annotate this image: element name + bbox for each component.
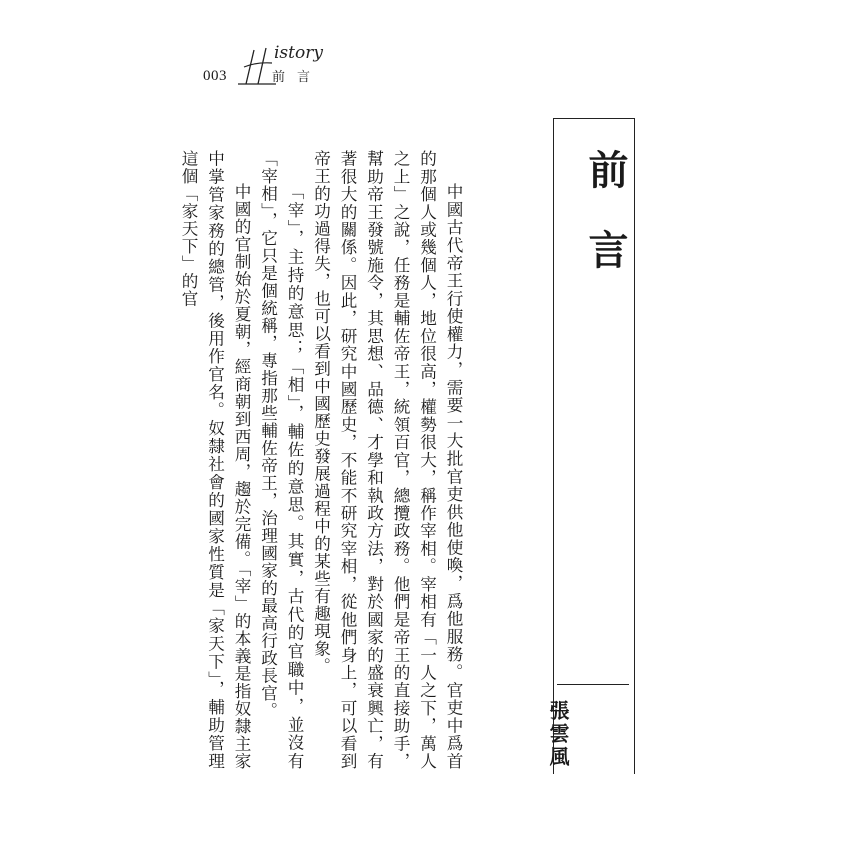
page-number: 003 [203,68,227,84]
chapter-title-char: 前 [582,149,628,229]
chapter-title-char: 言 [582,229,628,309]
running-head: 前言 [272,70,323,85]
author-name: 張雲風 [546,700,570,769]
author-divider [557,684,629,685]
paragraph: 「宰」，主持的意思；「相」，輔佐的意思。其實，古代的官職中，並沒有「宰相」，它只是個統稱，專指那些輔佐帝王，治理國家的最高行政長官。 [258,150,304,770]
paragraph: 中國古代帝王行使權力，需要一大批官吏供他使喚，爲他服務。官吏中爲首的那個人或幾個人，地位很高，權勢很大，稱作宰相。宰相有「一人之下，萬人之上」之說，任務是輔佐帝王，統領百官，總攬政務。他們是帝王的直接助手，幫助帝王發號施令，其思想、品德、才學和執政方法，對於國家的盛衰興亡，有著很大的關係。因此，研究中國歷史，不能不研究宰相，從他們身上，可以看到帝王的功過得失，也可以看到中國歷史發展過程中的某些有趣現象。 [311,150,463,770]
body-text [179,150,466,770]
svg-text:istory: istory [274,43,323,63]
chapter-title [554,149,634,309]
paragraph: 中國的官制始於夏朝，經商朝到西周，趨於完備。「宰」的本義是指奴隸主家中掌管家務的總管，後用作官名。奴隸社會的國家性質是「家天下」，輔助管理這個「家天下」的官 [179,150,251,770]
chapter-title-frame [553,118,635,774]
